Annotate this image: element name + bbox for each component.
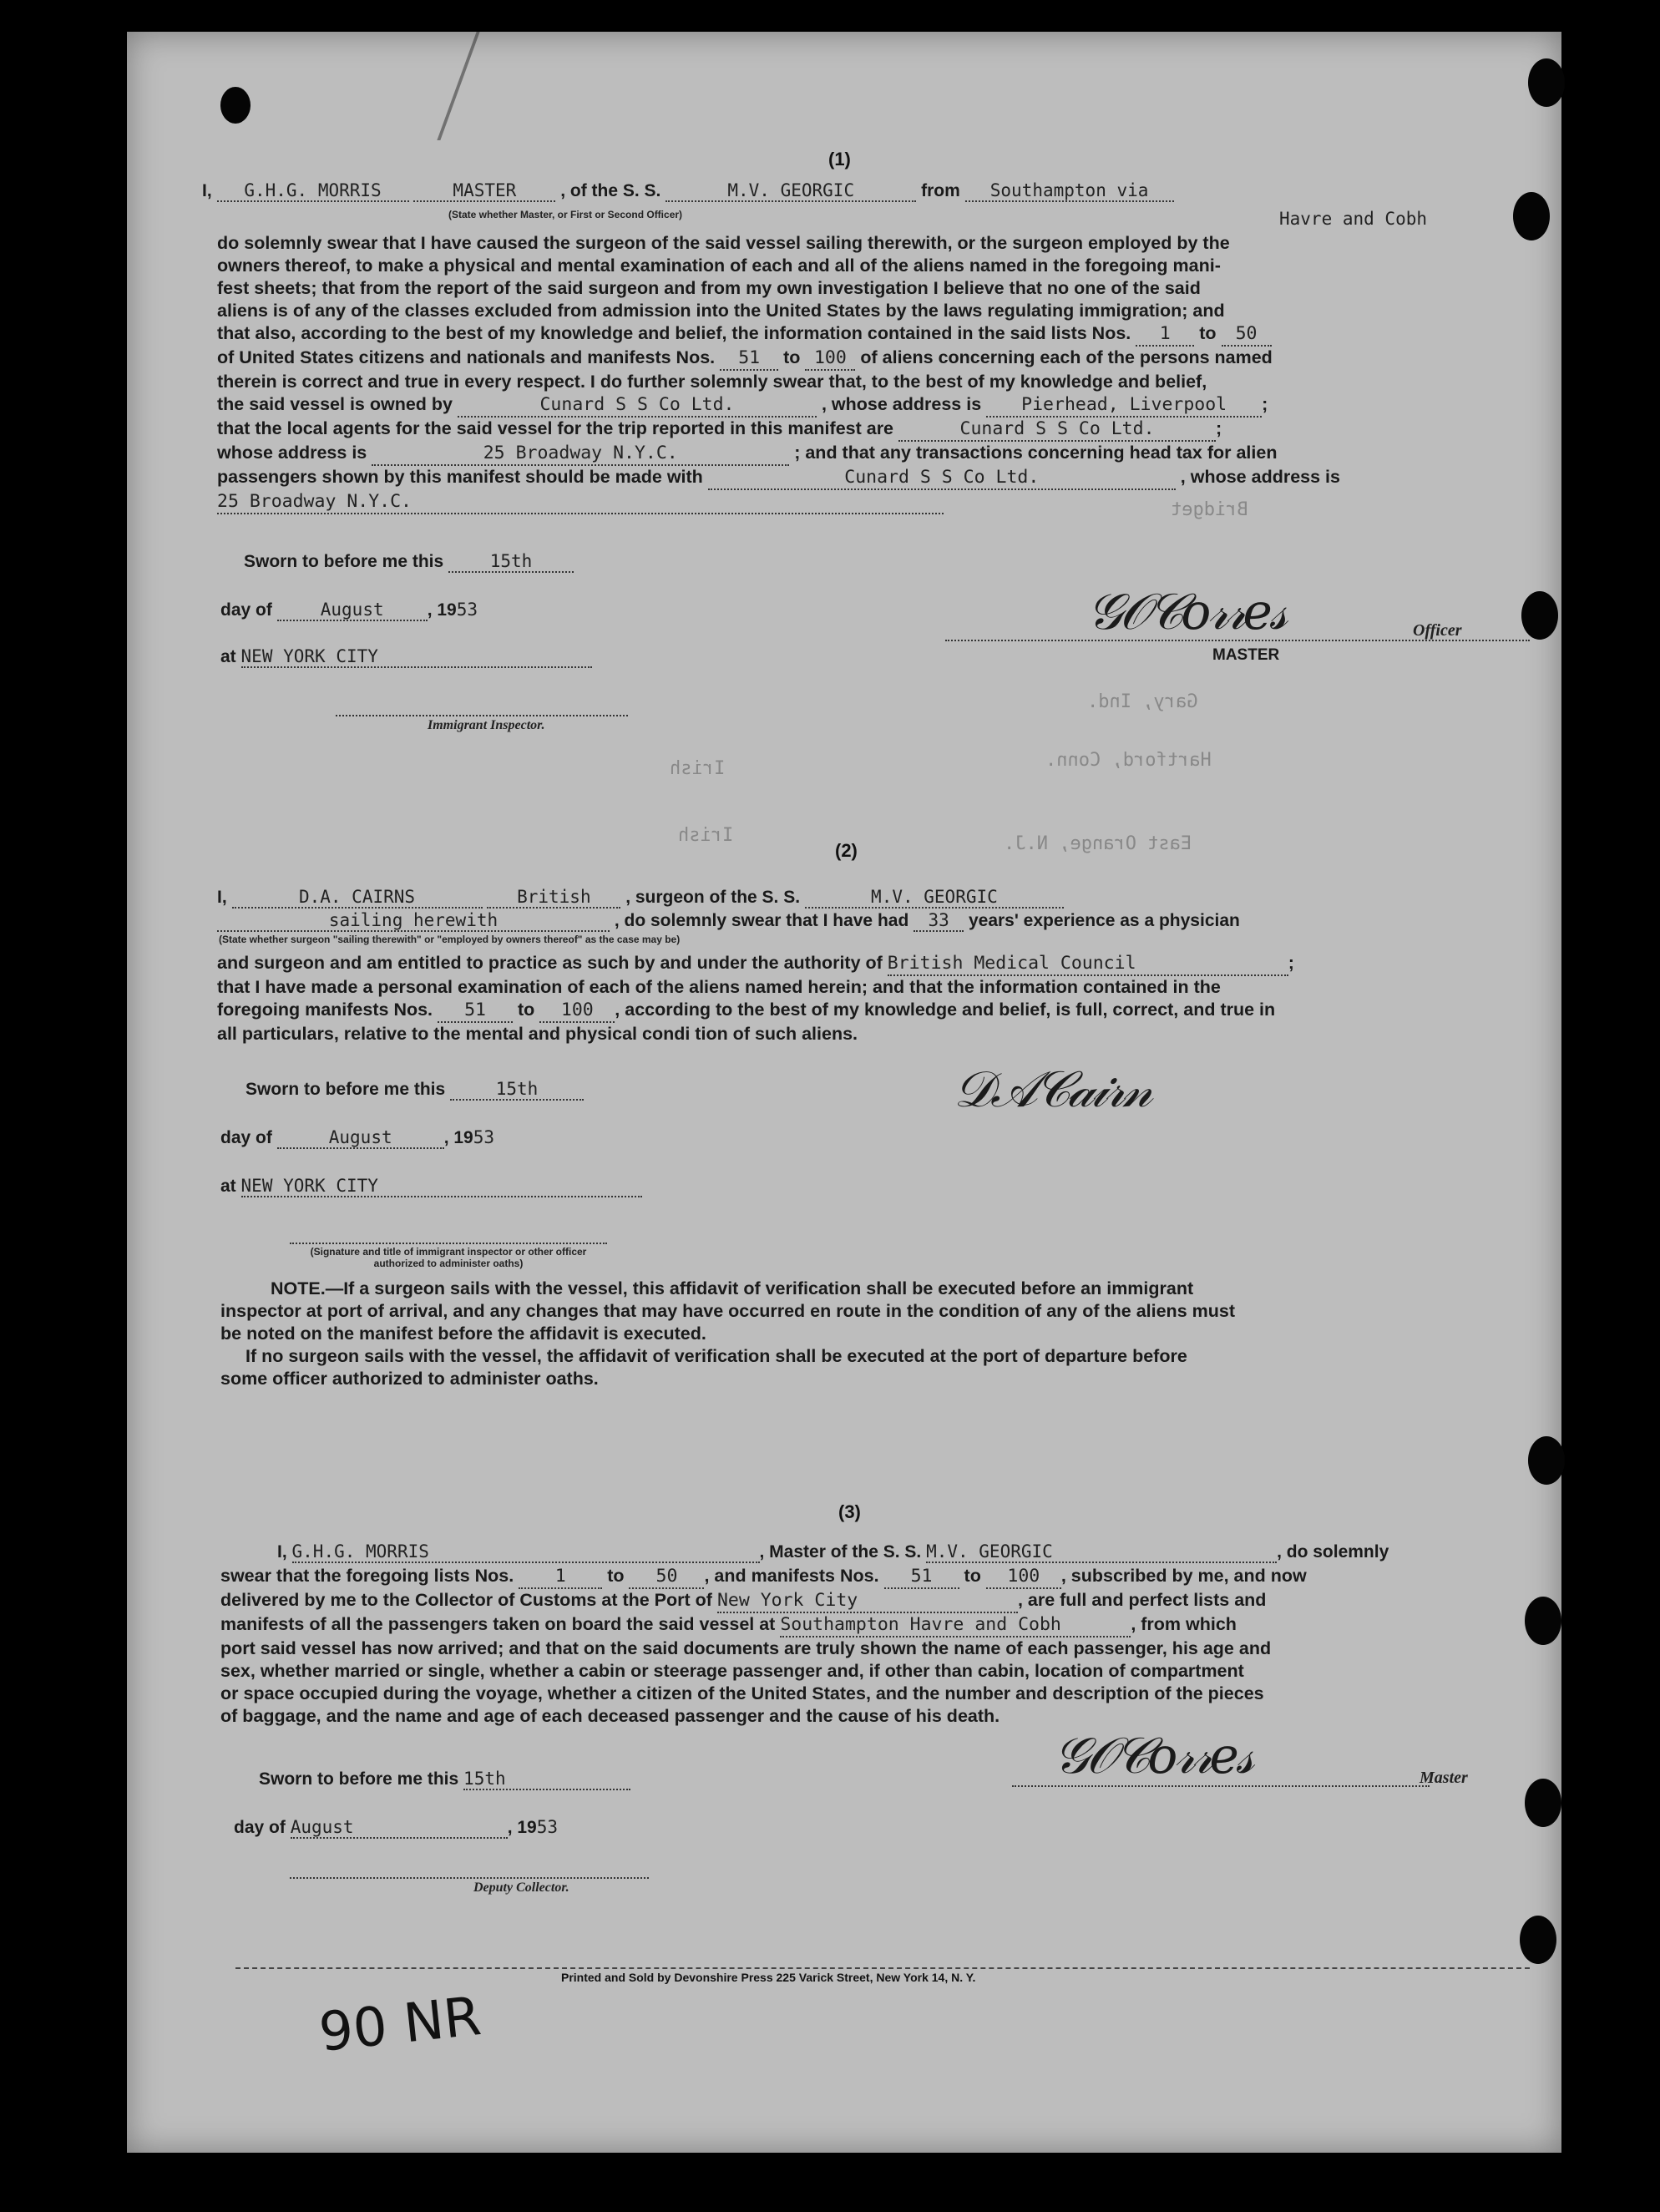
month-field: August: [277, 600, 428, 621]
collector-signature-line: [290, 1877, 649, 1879]
sworn-line: [244, 551, 574, 573]
sworn-line: [245, 1079, 584, 1101]
bleed-through-text: Gary, Ind.: [1087, 691, 1198, 712]
year-field: 53: [473, 1127, 495, 1147]
place-line: [220, 646, 592, 668]
rank-field: MASTER: [413, 180, 555, 202]
intro-text: I,: [277, 1542, 287, 1562]
sworn-day-field: 15th: [463, 1769, 630, 1790]
intro-text: I,: [217, 888, 227, 907]
footer-rule: [235, 1967, 1530, 1969]
printer-imprint: Printed and Sold by Devonshire Press 225 Varick Street, New York 14, N. Y.: [561, 1971, 976, 1984]
section-number: (1): [828, 149, 851, 170]
inspector-label: Immigrant Inspector.: [428, 718, 545, 732]
label-text: to: [783, 347, 801, 367]
body-line: port said vessel has now arrived; and that on the said documents are truly shown the name of each passenger, his age and: [220, 1638, 1272, 1658]
punch-hole: [1528, 58, 1565, 107]
label-text: Sworn to before me this: [245, 1080, 446, 1099]
section-number: (2): [835, 840, 858, 861]
label-text: , surgeon of the S. S.: [625, 888, 801, 907]
master-name-field: G.H.G. MORRIS: [217, 180, 409, 202]
lists-to-field: 50: [1222, 322, 1272, 347]
headtax-agent-field: Cunard S S Co Ltd.: [708, 466, 1176, 490]
body-line: therein is correct and true in every respect. I do further solemnly swear that, to the best of my knowledge and belief,: [217, 372, 1207, 392]
body-line: aliens is of any of the classes excluded from admission into the United States by the laws regulating immigration; and: [217, 301, 1225, 321]
lists-from-field: 1: [1136, 322, 1194, 347]
collector-label: Deputy Collector.: [473, 1880, 569, 1895]
document-page: [127, 32, 1561, 2153]
body-line: delivered by me to the Collector of Customs at the Port of: [220, 1590, 712, 1610]
agents-address-field: 25 Broadway N.Y.C.: [372, 442, 789, 466]
place-field: NEW YORK CITY: [241, 1176, 642, 1197]
from-port-field: Southampton via: [965, 180, 1174, 202]
label-text: to: [964, 1566, 981, 1586]
label-text: , of the S. S.: [560, 181, 661, 200]
bleed-through-text: East Orange, N.J.: [1004, 833, 1192, 854]
master-oath-line: [202, 180, 1174, 202]
status-field: sailing herewith: [217, 910, 610, 932]
note-block: [220, 1278, 1523, 1390]
note-line: be noted on the manifest before the affidavit is executed.: [220, 1324, 706, 1344]
note-line: inspector at port of arrival, and any changes that may have occurred en route in the condition of any of the aliens must: [220, 1301, 1235, 1321]
collector-oath-line: [277, 1541, 1389, 1563]
date-line: [234, 1817, 558, 1839]
note-line: If no surgeon sails with the vessel, the affidavit of verification shall be executed at the port of departure before: [245, 1346, 1187, 1366]
body-line: do solemnly swear that I have caused the surgeon of the said vessel sailing therewith, or the surgeon employed by the: [217, 233, 1230, 253]
label-text: , do solemnly swear that I have had: [614, 911, 909, 930]
label-text: , Master of the S. S.: [759, 1542, 922, 1562]
manifests-to-field: 100: [539, 999, 615, 1023]
label-text: Sworn to before me this: [259, 1769, 459, 1789]
body-line: that I have made a personal examination of each of the aliens named herein; and that the information contained in the: [217, 977, 1221, 997]
inspector-signature-line: [336, 715, 628, 716]
note-line: some officer authorized to administer oaths.: [220, 1369, 599, 1389]
label-text: to: [518, 1000, 535, 1020]
body-line: , according to the best of my knowledge and belief, is full, correct, and true in: [615, 1000, 1276, 1020]
body-line: or space occupied during the voyage, whether a citizen of the United States, and the number and description of the pieces: [220, 1683, 1264, 1703]
lists-to-field: 50: [629, 1565, 704, 1589]
body-line: and surgeon and am entitled to practice as such by and under the authority of: [217, 953, 883, 973]
manifests-from-field: 51: [438, 999, 513, 1023]
body-line: that the local agents for the said vessel for the trip reported in this manifest are: [217, 418, 894, 438]
surgeon-name-field: D.A. CAIRNS: [232, 887, 483, 909]
officer-label: Officer: [1413, 621, 1462, 640]
date-line: [220, 1127, 494, 1149]
port-field: New York City: [717, 1589, 1018, 1613]
label-text: to: [607, 1566, 625, 1586]
agents-field: Cunard S S Co Ltd.: [898, 418, 1216, 442]
sworn-day-field: 15th: [448, 551, 574, 573]
bleed-through-text: Irish: [678, 825, 734, 846]
bleed-through-text: Hartford, Conn.: [1045, 750, 1212, 771]
surgeon-oath-body: and surgeon and am entitled to practice as such by and under the authority of British Medical Council ; that I have made a personal examination of each of the aliens named herein; and that the information contained in the foregoing manifests Nos. 51 to 100 , according to the best of my knowledge and belief, is full, correct, and true in all particulars, relative to the mental and physical condi tion of such aliens.: [217, 952, 1503, 1045]
body-line: , and manifests Nos.: [704, 1566, 879, 1586]
manifests-to-field: 100: [805, 347, 855, 371]
label-text: , 19: [427, 600, 457, 620]
body-line: passengers shown by this manifest should be made with: [217, 467, 703, 487]
paper-tear: [437, 32, 529, 140]
body-line: , are full and perfect lists and: [1017, 1590, 1267, 1610]
label-text: at: [220, 1177, 236, 1196]
lists-from-field: 1: [519, 1565, 602, 1589]
label-text: , do solemnly: [1277, 1542, 1389, 1562]
body-line: of aliens concerning each of the persons named: [860, 347, 1273, 367]
punch-hole: [1513, 192, 1550, 240]
note-line: —If a surgeon sails with the vessel, this affidavit of verification shall be executed before an immigrant: [325, 1278, 1194, 1298]
status-note: (State whether surgeon "sailing therewith" or "employed by owners thereof" as the case may be): [219, 934, 681, 945]
year-field: 53: [536, 1817, 559, 1837]
bleed-through-text: Bridget: [1171, 499, 1248, 520]
body-line: owners thereof, to make a physical and mental examination of each and all of the aliens named in the foregoing mani-: [217, 256, 1221, 276]
years-field: 33: [914, 910, 964, 932]
master-signature: 𝒢𝒪𝒞𝑜𝓇𝓇𝑒𝓈: [1087, 583, 1285, 641]
from-port-continued: Havre and Cobh: [1279, 209, 1428, 229]
note-heading: NOTE.: [271, 1278, 326, 1298]
intro-text: I,: [202, 181, 212, 200]
body-line: , subscribed by me, and now: [1060, 1566, 1307, 1586]
master-label: Master: [1420, 1769, 1468, 1787]
label-text: at: [220, 647, 236, 666]
surgeon-signature: 𝒟𝒜𝒞𝒶𝒾𝓇𝓃: [954, 1060, 1150, 1119]
master-name-field: G.H.G. MORRIS: [292, 1541, 760, 1563]
body-line: of baggage, and the name and age of each deceased passenger and the cause of his death.: [220, 1706, 1000, 1726]
owner-address-field: Pierhead, Liverpool: [986, 393, 1262, 418]
label-text: to: [1199, 323, 1217, 343]
label-text: , whose address is: [1180, 467, 1340, 487]
punch-hole: [1521, 591, 1558, 640]
place-field: NEW YORK CITY: [241, 646, 592, 668]
label-text: , 19: [443, 1128, 473, 1147]
body-line: sex, whether married or single, whether a cabin or steerage passenger and, if other than cabin, location of compartment: [220, 1661, 1244, 1681]
master-signature-line: [1012, 1785, 1430, 1787]
month-field: August: [291, 1817, 508, 1839]
punch-hole: [1525, 1779, 1561, 1827]
body-line: of United States citizens and nationals and manifests Nos.: [217, 347, 716, 367]
body-line: the said vessel is owned by: [217, 394, 453, 414]
embark-field: Southampton Havre and Cobh: [780, 1613, 1131, 1637]
headtax-address-field: 25 Broadway N.Y.C.: [217, 490, 944, 514]
vessel-field: M.V. GEORGIC: [926, 1541, 1277, 1563]
body-line: that also, according to the best of my knowledge and belief, the information contained in the said lists Nos.: [217, 323, 1131, 343]
owner-field: Cunard S S Co Ltd.: [458, 393, 817, 418]
label-text: from: [921, 181, 960, 200]
body-line: foregoing manifests Nos.: [217, 1000, 433, 1020]
month-field: August: [277, 1127, 444, 1149]
sworn-line: [259, 1769, 630, 1790]
officer-signature-line: [290, 1243, 607, 1244]
master-signature: 𝒢𝒪𝒞𝑜𝓇𝓇𝑒𝓈: [1054, 1727, 1252, 1785]
vessel-field: M.V. GEORGIC: [805, 887, 1064, 909]
label-text: Sworn to before me this: [244, 552, 444, 571]
punch-hole: [1520, 1916, 1556, 1964]
vessel-field: M.V. GEORGIC: [666, 180, 916, 202]
body-line: , from which: [1131, 1614, 1237, 1634]
label-text: , whose address is: [821, 394, 982, 414]
section-number: (3): [838, 1501, 861, 1522]
label-text: years' experience as a physician: [968, 911, 1240, 930]
manifests-to-field: 100: [986, 1565, 1061, 1589]
body-line: all particulars, relative to the mental and physical condi tion of such aliens.: [217, 1024, 858, 1044]
bleed-through-text: Irish: [670, 758, 726, 779]
date-line: [220, 600, 478, 621]
body-line: fest sheets; that from the report of the said surgeon and from my own investigation I believe that no one of the said: [217, 278, 1201, 298]
manifests-from-field: 51: [720, 347, 778, 371]
surgeon-oath-line: [217, 887, 1064, 909]
body-line: whose address is: [217, 443, 367, 463]
manifests-from-field: 51: [884, 1565, 959, 1589]
authority-field: British Medical Council: [888, 952, 1288, 976]
body-line: manifests of all the passengers taken on board the said vessel at: [220, 1614, 776, 1634]
punch-hole: [220, 87, 251, 124]
surgeon-status-line: [217, 910, 1240, 932]
nationality-field: British: [487, 887, 620, 909]
signature-note: (Signature and title of immigrant inspector or other officer authorized to administer oaths): [310, 1246, 587, 1269]
handwritten-note: 90 NR: [316, 1986, 484, 2064]
place-line: [220, 1176, 642, 1197]
label-text: day of: [220, 600, 272, 620]
body-line: ; and that any transactions concerning head tax for alien: [794, 443, 1278, 463]
sworn-day-field: 15th: [450, 1079, 584, 1101]
year-field: 53: [456, 600, 478, 620]
punch-hole: [1528, 1436, 1565, 1485]
label-text: day of: [220, 1128, 272, 1147]
master-rank: MASTER: [1212, 646, 1280, 664]
collector-oath-body: [220, 1565, 1523, 1728]
punch-hole: [1525, 1597, 1561, 1645]
body-line: swear that the foregoing lists Nos.: [220, 1566, 514, 1586]
master-oath-body: do solemnly swear that I have caused the surgeon of the said vessel sailing therewith, or the surgeon employed by the owners thereof, to make a physical and mental examination of each and all of the aliens named in the foregoing mani- fest sheets; that from the report of the said surgeon and from my own investigation I believe that no one of the said aliens is of any of the classes excluded from admission into the United States by the laws regulating immigration; and that also, according to the best of my knowledge and belief, the information contained in the said lists Nos. 1 to 50 of United States citizens and nationals and manifests Nos. 51 to 100 of aliens concerning each of the persons named therein is correct and true in every respect. I do further solemnly swear that, to the best of my knowledge and belief, the said vessel is owned by Cunard S S Co Ltd. , whose address is Pierhead, Liverpool ; that the local agents for the said vessel for the trip reported in this manifest are Cunard S S Co Ltd. ; whose address is 25 Broadway N.Y.C. ; and that any transactions concerning head tax for alien passengers shown by this manifest should be made with Cunard S S Co Ltd. , whose address is 25 Broadway N.Y.C.: [217, 232, 1503, 514]
rank-note: (State whether Master, or First or Second Officer): [448, 209, 683, 220]
label-text: day of: [234, 1818, 286, 1837]
label-text: , 19: [507, 1818, 537, 1837]
